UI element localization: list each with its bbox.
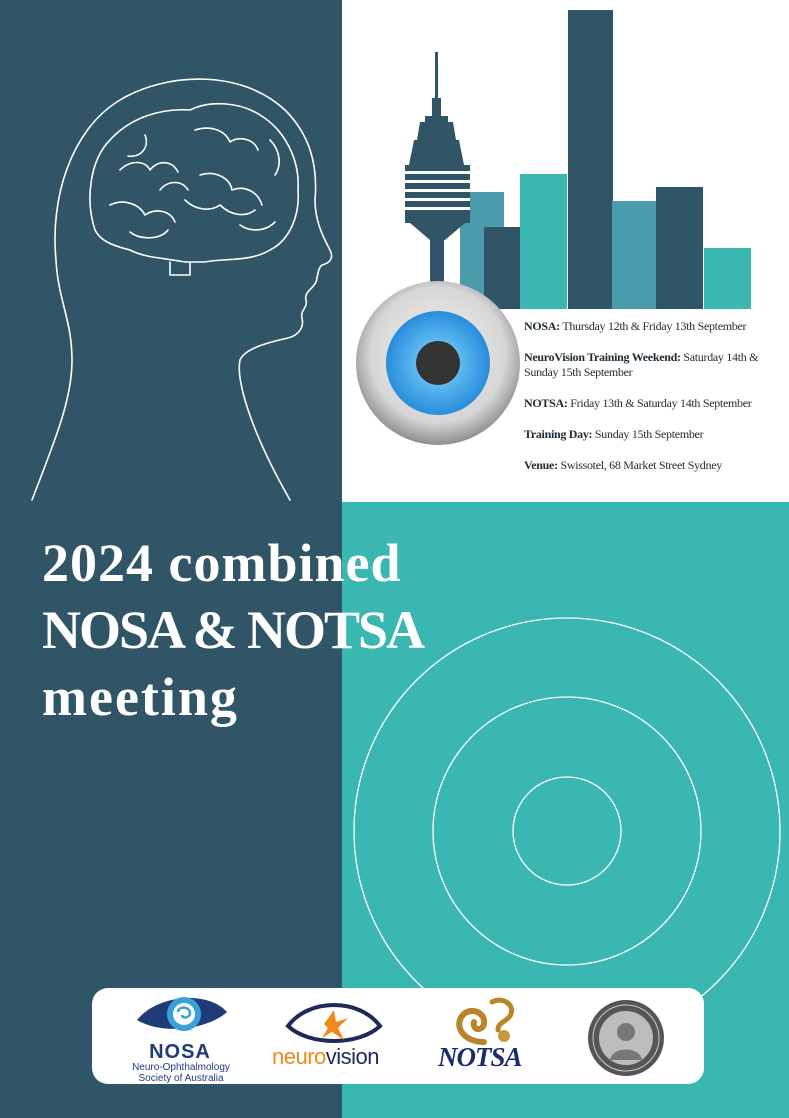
nosa-logo-sub1: Neuro-Ophthalmology [132, 1062, 230, 1073]
brain-head-outline-icon [32, 79, 332, 500]
event-details [524, 319, 786, 489]
detail-training-day: Training Day: Sunday 15th September [524, 427, 704, 441]
bar-graphic [460, 10, 751, 309]
detail-venue: Venue: Swissotel, 68 Market Street Sydney [524, 458, 722, 472]
title-line-2: NOSA & NOTSA [42, 600, 424, 660]
page-title [42, 530, 482, 731]
detail-neurovision: NeuroVision Training Weekend: Saturday 14th & Sunday 15th September [524, 350, 759, 379]
nosa-logo-sub2: Society of Australia [138, 1073, 224, 1084]
nosa-logo-name: NOSA [149, 1041, 211, 1063]
title-line-3: meeting [42, 667, 239, 727]
title-line-1: 2024 combined [42, 533, 402, 593]
sponsor-logos-bar [92, 988, 704, 1084]
society-seal-icon [586, 998, 666, 1078]
notsa-ear-icon [444, 992, 530, 1048]
detail-notsa: NOTSA: Friday 13th & Saturday 14th September [524, 396, 752, 410]
eye-icon [356, 281, 520, 445]
notsa-logo-text: NOTSA [438, 1042, 522, 1072]
neurovision-logo-text: neurovision [272, 1044, 380, 1069]
detail-nosa: NOSA: Thursday 12th & Friday 13th September [524, 319, 747, 333]
nosa-eye-icon [132, 990, 232, 1042]
